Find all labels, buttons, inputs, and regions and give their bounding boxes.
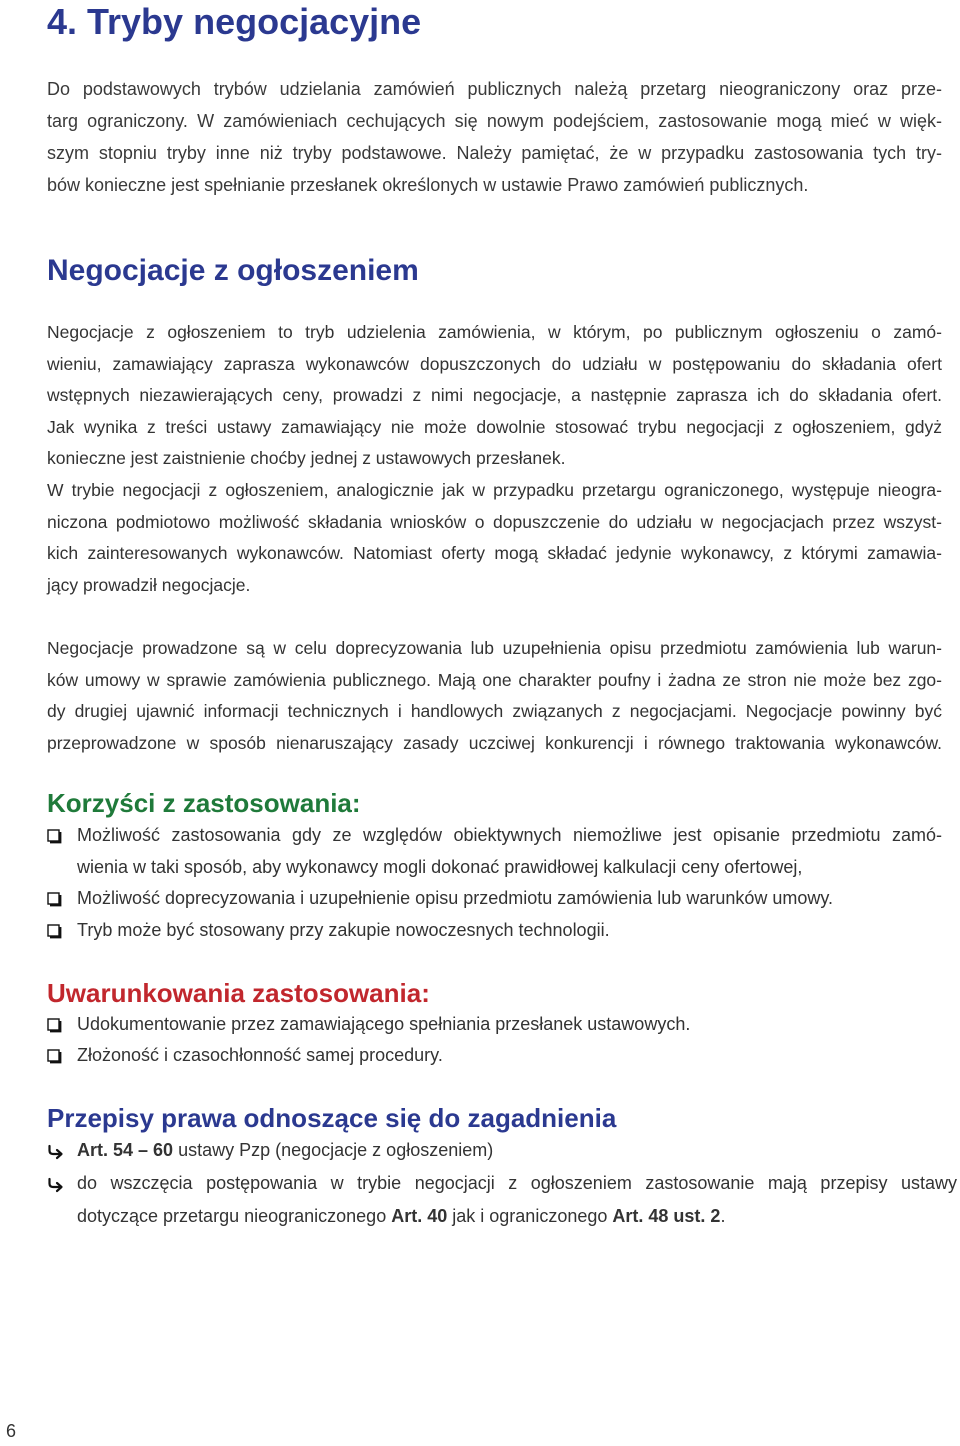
paragraph-line: dy drugiej ujawnić informacji technicznych i handlowych związanych z negocjacjami. Negocjacje powinny być [47, 701, 942, 722]
paragraph-line: konieczne jest zaistnienie choćby jednej z ustawowych przesłanek. [47, 448, 566, 469]
hook-arrow-icon [47, 1177, 64, 1193]
conditions-list [47, 1009, 942, 1071]
paragraph-line: wieniu, zamawiający zaprasza wykonawców dopuszczonych do udziału w postępowaniu do składania ofert [47, 353, 942, 374]
benefit-line: wienia w taki sposób, aby wykonawcy mogli dokonać prawidłowej kalkulacji ceny ofertowej, [77, 856, 803, 877]
paragraph-line: przeprowadzone w sposób nienaruszający zasady uczciwej konkurencji i równego traktowania wykonawców. [47, 732, 942, 753]
regulation-line: do wszczęcia postępowania w trybie negocjacji z ogłoszeniem zastosowanie mają przepisy ustawy [77, 1173, 957, 1193]
checkbox-icon [47, 1049, 64, 1065]
condition-line: Złożoność i czasochłonność samej procedury. [77, 1045, 443, 1065]
benefit-line: Tryb może być stosowany przy zakupie nowoczesnych technologii. [77, 919, 610, 940]
regulation-text-end: . [720, 1206, 726, 1226]
intro-paragraph [47, 73, 942, 202]
checkbox-icon [47, 924, 64, 940]
page-number: 6 [6, 1421, 17, 1441]
intro-line: Do podstawowych trybów udzielania zamówień publicznych należą przetarg nieograniczony oraz prze- [47, 78, 942, 99]
regulation-text: dotyczące przetargu nieograniczonego [77, 1206, 387, 1226]
regulation-line [77, 1200, 957, 1233]
intro-line: szym stopniu tryby inne niż tryby podstawowe. Należy pamiętać, że w przypadku zastosowania tych try- [47, 143, 942, 164]
section-heading: Negocjacje z ogłoszeniem [47, 254, 419, 287]
article-reference: Art. 40 [391, 1206, 448, 1226]
condition-item [47, 1040, 942, 1071]
benefit-line: Możliwość doprecyzowania i uzupełnienie opisu przedmiotu zamówienia lub warunków umowy. [77, 888, 834, 909]
benefit-item [47, 820, 942, 883]
regulation-line [77, 1134, 957, 1167]
benefit-item [47, 915, 942, 947]
intro-line: bów konieczne jest spełnianie przesłanek określonych w ustawie Prawo zamówień publicznych. [47, 175, 809, 196]
regulation-item [47, 1167, 957, 1233]
article-reference: Art. 48 ust. 2 [612, 1206, 721, 1226]
paragraph-line: ków umowy w sprawie zamówienia publicznego. Mają one charakter poufny i żadna ze stron nie może bez zgo- [47, 669, 942, 690]
page-title: 4. Tryby negocjacyjne [47, 1, 422, 42]
benefits-heading: Korzyści z zastosowania: [47, 788, 361, 818]
hook-arrow-icon [47, 1144, 64, 1160]
article-reference: Art. 54 – 60 [77, 1140, 174, 1160]
section-paragraph [47, 633, 942, 759]
regulation-text: jak i ograniczonego [452, 1206, 608, 1226]
regulations-heading: Przepisy prawa odnoszące się do zagadnienia [47, 1103, 617, 1133]
paragraph-line: Negocjacje z ogłoszeniem to tryb udzielenia zamówienia, w którym, po publicznym ogłoszeniu o zamó- [47, 322, 942, 342]
regulations-list [47, 1134, 957, 1233]
paragraph-line: niczona podmiotowo możliwość składania wniosków o dopuszczenie do udziału w negocjacjach przez wszyst- [47, 511, 942, 532]
checkbox-icon [47, 829, 64, 845]
paragraph-line: Negocjacje prowadzone są w celu doprecyzowania lub uzupełnienia opisu przedmiotu zamówienia lub warun- [47, 638, 942, 658]
benefits-list [47, 820, 942, 946]
condition-line: Udokumentowanie przez zamawiającego spełniania przesłanek ustawowych. [77, 1014, 691, 1034]
paragraph-line: wstępnych niezawierających ceny, prowadzi z nimi negocjacje, a następnie zaprasza ich do składania ofert. [47, 385, 942, 406]
paragraph-line: kich zainteresowanych wykonawców. Natomiast oferty mogą składać jedynie wykonawcy, z którymi zamawia- [47, 543, 942, 564]
paragraph-line: jący prowadził negocjacje. [47, 574, 251, 595]
benefit-line: Możliwość zastosowania gdy ze względów obiektywnych niemożliwe jest opisanie przedmiotu zamó- [77, 825, 942, 845]
checkbox-icon [47, 1018, 64, 1034]
intro-line: targ ograniczony. W zamówieniach cechujących się nowym podejściem, zastosowanie mogą mieć w więk- [47, 110, 942, 131]
condition-item [47, 1009, 942, 1040]
paragraph-line: W trybie negocjacji z ogłoszeniem, analogicznie jak w przypadku przetargu ograniczonego, występuje nieogra- [47, 479, 942, 500]
regulation-text: ustawy Pzp (negocjacje z ogłoszeniem) [178, 1140, 494, 1160]
conditions-heading: Uwarunkowania zastosowania: [47, 978, 430, 1008]
paragraph-line: Jak wynika z treści ustawy zamawiający nie może dowolnie stosować trybu negocjacji z ogłoszeniem, gdyż [47, 416, 942, 437]
section-paragraph [47, 317, 942, 601]
benefit-item [47, 883, 942, 915]
checkbox-icon [47, 892, 64, 908]
regulation-item [47, 1134, 957, 1167]
